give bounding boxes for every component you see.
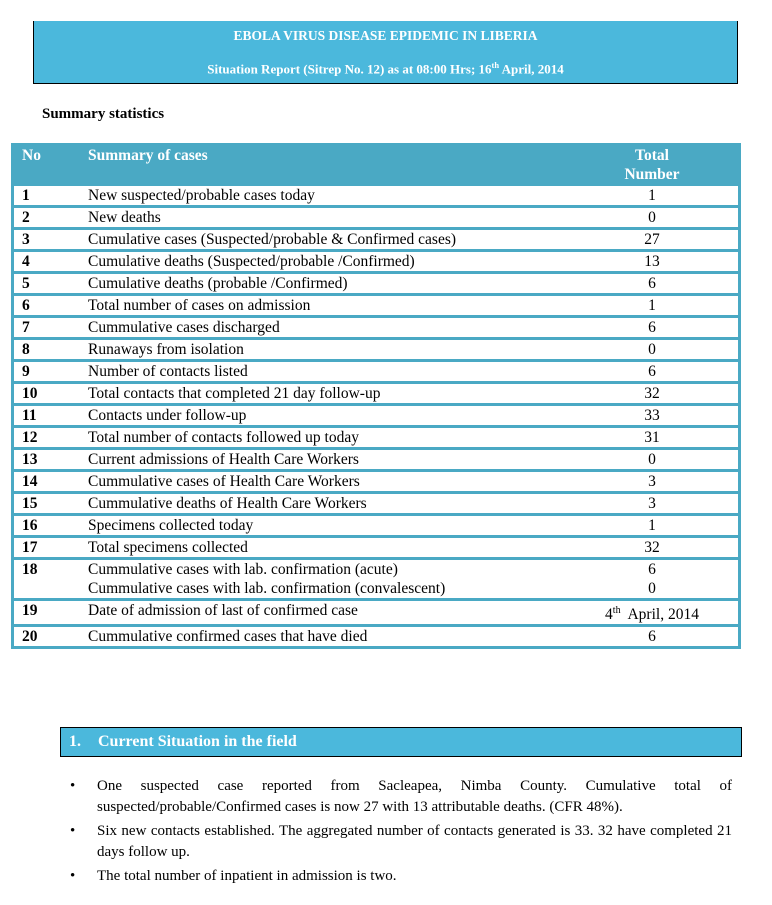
table-header-row bbox=[13, 145, 740, 187]
row-number: 8 bbox=[13, 339, 81, 361]
table-row bbox=[13, 361, 740, 383]
row-number: 1 bbox=[13, 186, 81, 207]
section-title: Current Situation in the field bbox=[98, 733, 297, 750]
row-value: 32 bbox=[558, 537, 740, 559]
row-value: 3 bbox=[558, 493, 740, 515]
row-number: 5 bbox=[13, 273, 81, 295]
row-number: 20 bbox=[13, 626, 81, 648]
bullet-item: • One suspected case reported from Sacleapea, Nimba County. Cumulative total of suspected/probable/Confirmed cases is now 27 with 13 attributable deaths. (CFR 48%). bbox=[70, 778, 732, 815]
row-value: 4th April, 2014 bbox=[558, 600, 740, 626]
table-row bbox=[13, 405, 740, 427]
row-label: New deaths bbox=[80, 207, 558, 229]
table-row bbox=[13, 515, 740, 537]
row-label: Total number of contacts followed up today bbox=[80, 427, 558, 449]
row-label: New suspected/probable cases today bbox=[80, 186, 558, 207]
row-value: 6 bbox=[558, 626, 740, 648]
table-row bbox=[13, 186, 740, 207]
row-number: 16 bbox=[13, 515, 81, 537]
summary-statistics-table bbox=[11, 143, 741, 649]
table-row bbox=[13, 339, 740, 361]
table-row bbox=[13, 537, 740, 559]
row-value: 31 bbox=[558, 427, 740, 449]
row-number: 18 bbox=[13, 559, 81, 600]
row-number: 4 bbox=[13, 251, 81, 273]
table-row bbox=[13, 229, 740, 251]
row-number: 2 bbox=[13, 207, 81, 229]
row-number: 14 bbox=[13, 471, 81, 493]
row-number: 12 bbox=[13, 427, 81, 449]
row-label: Cummulative deaths of Health Care Workers bbox=[80, 493, 558, 515]
table-row bbox=[13, 273, 740, 295]
row-label: Cumulative deaths (Suspected/probable /Confirmed) bbox=[80, 251, 558, 273]
table-row bbox=[13, 207, 740, 229]
table-row bbox=[13, 251, 740, 273]
row-value: 6 bbox=[558, 317, 740, 339]
row-label: Cummulative cases of Health Care Workers bbox=[80, 471, 558, 493]
row-number: 11 bbox=[13, 405, 81, 427]
report-title-banner bbox=[33, 21, 738, 84]
row-label: Contacts under follow-up bbox=[80, 405, 558, 427]
bullet-item: • Six new contacts established. The aggregated number of contacts generated is 33. 32 have completed 21 days follow up. bbox=[70, 823, 732, 860]
column-header-no: No bbox=[13, 145, 81, 187]
row-number: 3 bbox=[13, 229, 81, 251]
column-header-summary: Summary of cases bbox=[80, 145, 558, 187]
row-label: Specimens collected today bbox=[80, 515, 558, 537]
bullet-icon: • bbox=[70, 823, 76, 839]
table-row bbox=[13, 493, 740, 515]
bullet-icon: • bbox=[70, 868, 76, 884]
row-value: 13 bbox=[558, 251, 740, 273]
row-value: 27 bbox=[558, 229, 740, 251]
column-header-total: Total Number bbox=[558, 145, 740, 187]
report-title: EBOLA VIRUS DISEASE EPIDEMIC IN LIBERIA bbox=[233, 28, 538, 43]
section-number: 1. bbox=[69, 733, 81, 750]
row-number: 10 bbox=[13, 383, 81, 405]
table-row bbox=[13, 559, 740, 600]
row-value: 3 bbox=[558, 471, 740, 493]
row-label: Total contacts that completed 21 day follow-up bbox=[80, 383, 558, 405]
row-number: 13 bbox=[13, 449, 81, 471]
row-number: 17 bbox=[13, 537, 81, 559]
row-value: 6 0 bbox=[558, 559, 740, 600]
row-label: Cummulative confirmed cases that have died bbox=[80, 626, 558, 648]
row-value: 6 bbox=[558, 273, 740, 295]
table-row bbox=[13, 317, 740, 339]
bullet-icon: • bbox=[70, 778, 76, 794]
row-number: 9 bbox=[13, 361, 81, 383]
table-row bbox=[13, 383, 740, 405]
table-row bbox=[13, 427, 740, 449]
row-value: 1 bbox=[558, 295, 740, 317]
table-row bbox=[13, 449, 740, 471]
row-number: 19 bbox=[13, 600, 81, 626]
row-label: Cumulative cases (Suspected/probable & Confirmed cases) bbox=[80, 229, 558, 251]
row-value: 32 bbox=[558, 383, 740, 405]
row-label: Date of admission of last of confirmed case bbox=[80, 600, 558, 626]
row-value: 0 bbox=[558, 449, 740, 471]
row-number: 15 bbox=[13, 493, 81, 515]
current-situation-bullets bbox=[60, 776, 732, 890]
section-current-situation-header bbox=[60, 727, 742, 757]
row-value: 1 bbox=[558, 186, 740, 207]
row-label: Cumulative deaths (probable /Confirmed) bbox=[80, 273, 558, 295]
summary-statistics-heading: Summary statistics bbox=[42, 106, 165, 122]
table-row bbox=[13, 600, 740, 626]
table-row bbox=[13, 626, 740, 648]
row-label: Current admissions of Health Care Workers bbox=[80, 449, 558, 471]
report-subtitle: Situation Report (Sitrep No. 12) as at 08:00 Hrs; 16th April, 2014 bbox=[207, 60, 564, 77]
row-value: 6 bbox=[558, 361, 740, 383]
row-label: Number of contacts listed bbox=[80, 361, 558, 383]
row-value: 0 bbox=[558, 339, 740, 361]
row-label: Total number of cases on admission bbox=[80, 295, 558, 317]
row-label: Cummulative cases with lab. confirmation (acute) Cummulative cases with lab. confirmation (convalescent) bbox=[80, 559, 558, 600]
table-row bbox=[13, 471, 740, 493]
row-label: Runaways from isolation bbox=[80, 339, 558, 361]
row-value: 1 bbox=[558, 515, 740, 537]
row-value: 0 bbox=[558, 207, 740, 229]
row-label: Total specimens collected bbox=[80, 537, 558, 559]
table-row bbox=[13, 295, 740, 317]
bullet-item: • The total number of inpatient in admission is two. bbox=[60, 866, 732, 887]
row-number: 6 bbox=[13, 295, 81, 317]
row-label: Cummulative cases discharged bbox=[80, 317, 558, 339]
row-value: 33 bbox=[558, 405, 740, 427]
row-number: 7 bbox=[13, 317, 81, 339]
